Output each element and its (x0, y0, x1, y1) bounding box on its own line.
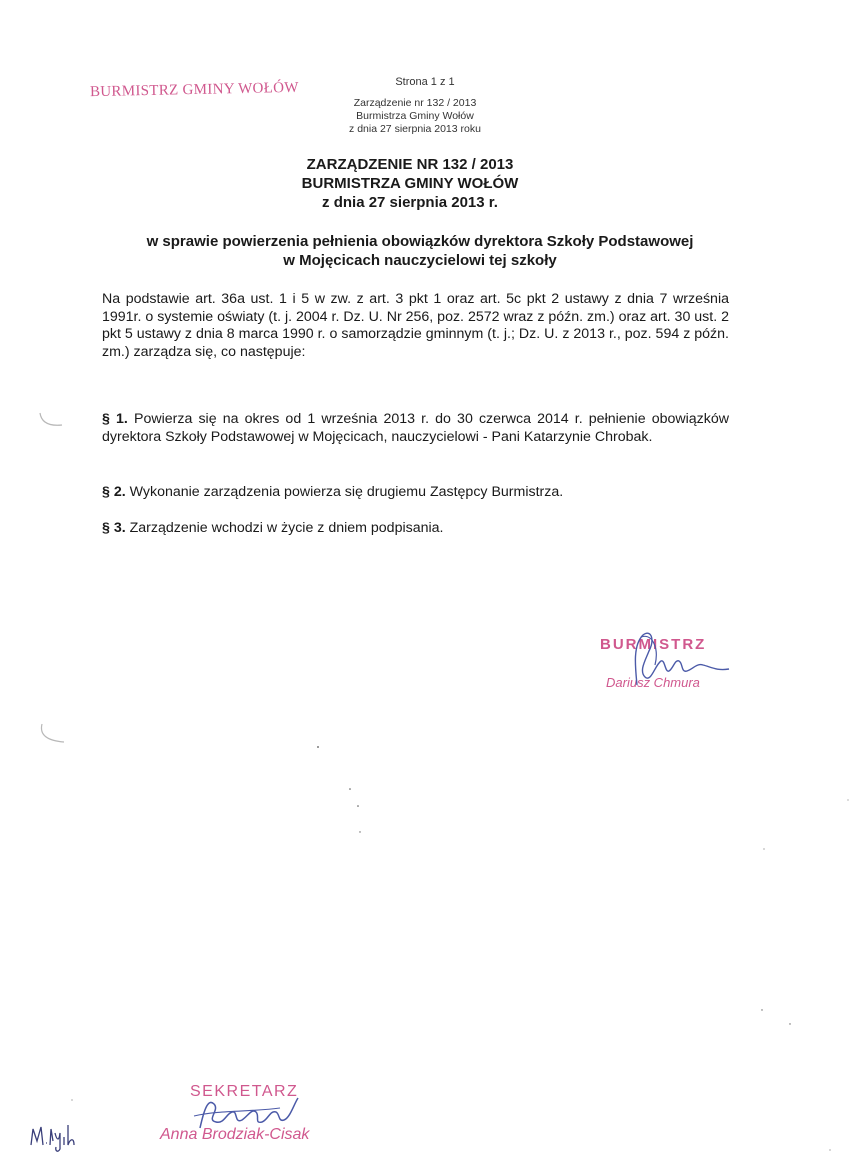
paragraph-text: Zarządzenie wchodzi w życie z dniem podpisania. (125, 520, 444, 536)
handwritten-initials (28, 1115, 83, 1155)
paragraph-label: § 2. (102, 484, 126, 500)
paragraph-3 (102, 520, 729, 538)
secretary-stamp-title: SEKRETARZ (190, 1083, 299, 1100)
preamble: Na podstawie art. 36a ust. 1 i 5 w zw. z art. 3 pkt 1 oraz art. 5c pkt 2 ustawy z dnia 7 września 1991r. o systemie oświaty (t. j. 2004 r. Dz. U. Nr 256, poz. 2572 wraz z późn. zm.) oraz art. 30 ust. 2 pkt 5 ustawy z dnia 8 marca 1990 r. o samorządzie gminnym (t. j.; Dz. U. z 2013 r., poz. 594 z późn. zm.) zarządza się, co następuje: (102, 291, 729, 360)
reference-line: z dnia 27 sierpnia 2013 roku (349, 123, 481, 135)
reference-line: Zarządzenie nr 132 / 2013 (353, 97, 477, 109)
punch-hole-mark (36, 720, 66, 750)
paragraph-2 (102, 484, 729, 502)
title-line: z dnia 27 sierpnia 2013 r. (322, 194, 498, 211)
paragraph-label: § 1. (102, 411, 128, 427)
page-number: Strona 1 z 1 (395, 76, 455, 88)
header-stamp: BURMISTRZ GMINY WOŁÓW (89, 79, 299, 101)
mayor-stamp-name: Dariusz Chmura (606, 675, 700, 690)
paragraph-text: Powierza się na okres od 1 września 2013 r. do 30 czerwca 2014 r. pełnienie obowiązków dyrektora Szkoły Podstawowej w Mojęcicach, nauczycielowi - Pani Katarzynie Chrobak. (102, 411, 730, 445)
reference-line: Burmistrza Gminy Wołów (356, 110, 474, 122)
paragraph-1 (102, 411, 729, 446)
punch-hole-mark (36, 403, 66, 433)
title-line: BURMISTRZA GMINY WOŁÓW (301, 175, 519, 192)
document-title (200, 155, 620, 212)
title-line: ZARZĄDZENIE NR 132 / 2013 (306, 156, 514, 173)
reference-block (300, 97, 530, 136)
mayor-signature (605, 625, 755, 700)
document-subject (80, 232, 760, 270)
secretary-stamp-name: Anna Brodziak-Cisak (160, 1126, 310, 1143)
paragraph-text: Wykonanie zarządzenia powierza się drugiemu Zastępcy Burmistrza. (125, 484, 564, 500)
mayor-stamp-title: BURMISTRZ (600, 636, 707, 653)
subject-line: w Mojęcicach nauczycielowi tej szkoły (283, 252, 557, 269)
paragraph-label: § 3. (102, 520, 126, 536)
subject-line: w sprawie powierzenia pełnienia obowiązków dyrektora Szkoły Podstawowej (146, 233, 694, 250)
